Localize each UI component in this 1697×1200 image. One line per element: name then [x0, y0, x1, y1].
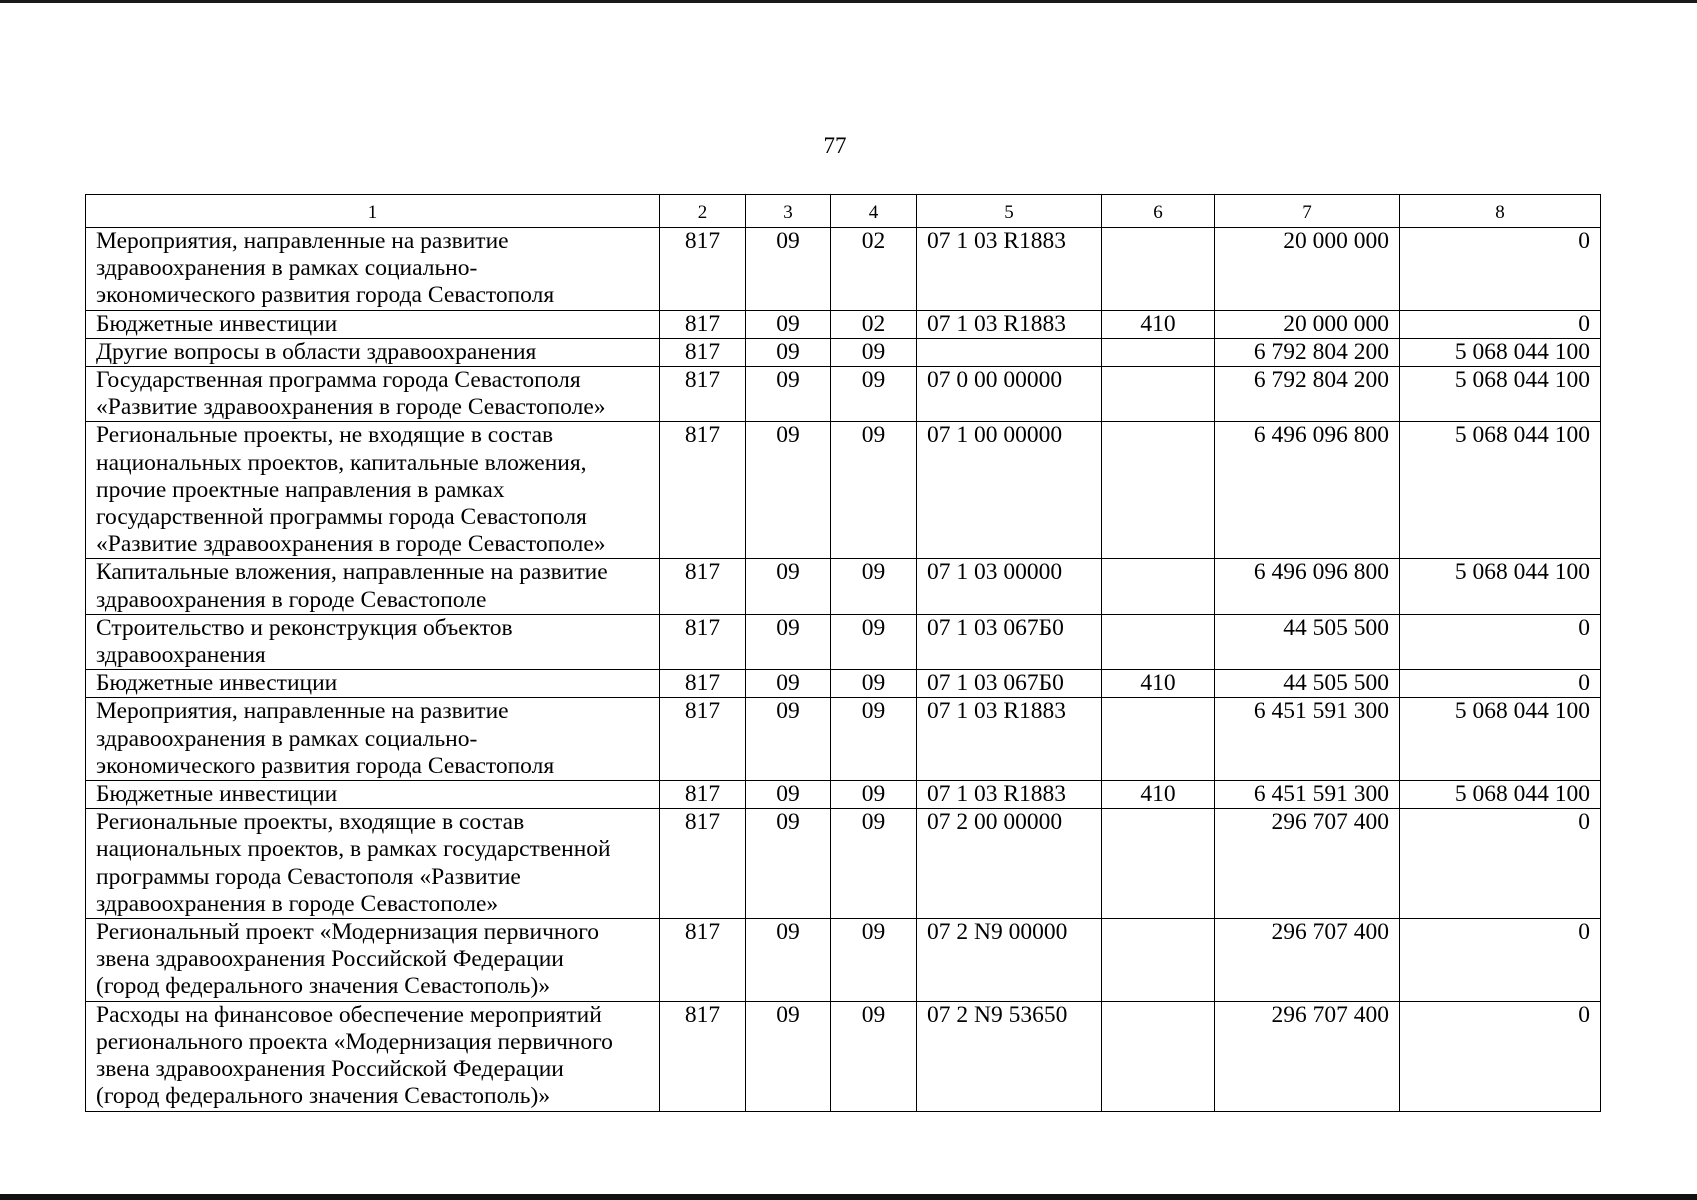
amount-year2-cell: 0 — [1400, 919, 1601, 1002]
grbs-cell: 817 — [660, 809, 746, 919]
amount-year2-cell: 0 — [1400, 228, 1601, 311]
amount-year1-cell: 44 505 500 — [1215, 670, 1400, 698]
grbs-cell: 817 — [660, 698, 746, 781]
target-article-cell: 07 1 03 067Б0 — [917, 614, 1102, 669]
item-name-line: Государственная программа города Севастополя — [96, 367, 581, 394]
subsection-cell: 09 — [831, 614, 917, 669]
expense-type-cell — [1102, 367, 1215, 422]
item-name-cell — [86, 614, 660, 669]
section-cell: 09 — [746, 1001, 831, 1111]
amount-year2-cell: 5 068 044 100 — [1400, 338, 1601, 366]
table-body — [86, 228, 1601, 1112]
amount-year1-cell: 6 792 804 200 — [1215, 367, 1400, 422]
amount-year2-cell: 0 — [1400, 310, 1601, 338]
column-number-row — [86, 195, 1601, 228]
subsection-cell: 09 — [831, 698, 917, 781]
subsection-cell: 09 — [831, 367, 917, 422]
subsection-cell: 09 — [831, 559, 917, 614]
table-row — [86, 310, 1601, 338]
expense-type-cell — [1102, 809, 1215, 919]
item-name-line: Мероприятия, направленные на развитие — [96, 228, 509, 254]
amount-year1-cell: 20 000 000 — [1215, 310, 1400, 338]
item-name-cell — [86, 559, 660, 614]
item-name-line: государственной программы города Севастополя — [96, 504, 587, 531]
expense-type-cell — [1102, 614, 1215, 669]
amount-year1-cell: 6 451 591 300 — [1215, 781, 1400, 809]
table-row — [86, 367, 1601, 422]
expense-type-cell — [1102, 228, 1215, 311]
expense-type-cell — [1102, 919, 1215, 1002]
section-cell: 09 — [746, 367, 831, 422]
subsection-cell: 09 — [831, 1001, 917, 1111]
grbs-cell: 817 — [660, 919, 746, 1002]
amount-year1-cell: 296 707 400 — [1215, 919, 1400, 1002]
column-number-6: 6 — [1102, 195, 1215, 228]
column-number-2: 2 — [660, 195, 746, 228]
item-name-cell — [86, 781, 660, 809]
target-article-cell: 07 0 00 00000 — [917, 367, 1102, 422]
amount-year2-cell: 0 — [1400, 809, 1601, 919]
item-name-line: Расходы на финансовое обеспечение мероприятий — [96, 1001, 602, 1028]
item-name-line: здравоохранения в рамках социально- — [96, 725, 478, 752]
target-article-cell: 07 1 03 R1883 — [917, 698, 1102, 781]
item-name-line: «Развитие здравоохранения в городе Севастополе» — [96, 394, 606, 421]
item-name-cell — [86, 422, 660, 559]
table-row — [86, 228, 1601, 311]
table-row — [86, 698, 1601, 781]
item-name-line: Другие вопросы в области здравоохранения — [96, 338, 537, 365]
item-name-line: экономического развития города Севастополя — [96, 282, 555, 309]
column-number-8: 8 — [1400, 195, 1601, 228]
subsection-cell: 09 — [831, 670, 917, 698]
grbs-cell: 817 — [660, 781, 746, 809]
target-article-cell: 07 1 00 00000 — [917, 422, 1102, 559]
item-name-line: (город федерального значения Севастополь)» — [96, 1083, 551, 1110]
column-number-7: 7 — [1215, 195, 1400, 228]
subsection-cell: 09 — [831, 919, 917, 1002]
target-article-cell: 07 2 N9 53650 — [917, 1001, 1102, 1111]
column-number-5: 5 — [917, 195, 1102, 228]
section-cell: 09 — [746, 809, 831, 919]
grbs-cell: 817 — [660, 614, 746, 669]
table-row — [86, 614, 1601, 669]
item-name-line: звена здравоохранения Российской Федерации — [96, 946, 564, 973]
item-name-cell — [86, 338, 660, 366]
item-name-cell — [86, 670, 660, 698]
amount-year2-cell: 5 068 044 100 — [1400, 422, 1601, 559]
item-name-line: Бюджетные инвестиции — [96, 670, 338, 697]
item-name-line: экономического развития города Севастополя — [96, 752, 555, 779]
expense-type-cell: 410 — [1102, 310, 1215, 338]
expense-type-cell — [1102, 422, 1215, 559]
item-name-line: здравоохранения в городе Севастополе — [96, 586, 487, 613]
amount-year1-cell: 6 496 096 800 — [1215, 422, 1400, 559]
item-name-cell — [86, 228, 660, 311]
amount-year1-cell: 296 707 400 — [1215, 1001, 1400, 1111]
item-name-line: здравоохранения в рамках социально- — [96, 255, 478, 282]
item-name-line: регионального проекта «Модернизация первичного — [96, 1028, 613, 1055]
amount-year1-cell: 296 707 400 — [1215, 809, 1400, 919]
section-cell: 09 — [746, 781, 831, 809]
item-name-line: прочие проектные направления в рамках — [96, 476, 505, 503]
table-row — [86, 422, 1601, 559]
amount-year2-cell: 5 068 044 100 — [1400, 367, 1601, 422]
amount-year2-cell: 0 — [1400, 614, 1601, 669]
section-cell: 09 — [746, 698, 831, 781]
item-name-cell — [86, 809, 660, 919]
item-name-line: здравоохранения — [96, 642, 266, 669]
section-cell: 09 — [746, 310, 831, 338]
amount-year1-cell: 6 496 096 800 — [1215, 559, 1400, 614]
target-article-cell: 07 1 03 067Б0 — [917, 670, 1102, 698]
expense-type-cell — [1102, 559, 1215, 614]
scan-bottom-edge — [0, 1194, 1697, 1200]
item-name-line: Региональные проекты, входящие в состав — [96, 809, 525, 836]
item-name-line: Мероприятия, направленные на развитие — [96, 698, 509, 725]
expense-type-cell: 410 — [1102, 670, 1215, 698]
target-article-cell: 07 1 03 R1883 — [917, 228, 1102, 311]
amount-year2-cell: 5 068 044 100 — [1400, 559, 1601, 614]
item-name-cell — [86, 310, 660, 338]
expense-type-cell — [1102, 1001, 1215, 1111]
column-number-1: 1 — [86, 195, 660, 228]
target-article-cell: 07 1 03 00000 — [917, 559, 1102, 614]
target-article-cell — [917, 338, 1102, 366]
item-name-line: здравоохранения в городе Севастополе» — [96, 890, 499, 917]
grbs-cell: 817 — [660, 670, 746, 698]
target-article-cell: 07 2 00 00000 — [917, 809, 1102, 919]
subsection-cell: 09 — [831, 422, 917, 559]
item-name-line: Строительство и реконструкция объектов — [96, 614, 513, 641]
item-name-cell — [86, 698, 660, 781]
subsection-cell: 09 — [831, 781, 917, 809]
item-name-line: Бюджетные инвестиции — [96, 310, 338, 337]
target-article-cell: 07 1 03 R1883 — [917, 310, 1102, 338]
amount-year2-cell: 5 068 044 100 — [1400, 781, 1601, 809]
table-row — [86, 809, 1601, 919]
table-row — [86, 1001, 1601, 1111]
page-number: 77 — [823, 133, 847, 158]
amount-year2-cell: 0 — [1400, 670, 1601, 698]
item-name-cell — [86, 919, 660, 1002]
table-row — [86, 670, 1601, 698]
section-cell: 09 — [746, 670, 831, 698]
grbs-cell: 817 — [660, 338, 746, 366]
table-row — [86, 781, 1601, 809]
item-name-line: Региональные проекты, не входящие в состав — [96, 422, 554, 449]
target-article-cell: 07 2 N9 00000 — [917, 919, 1102, 1002]
section-cell: 09 — [746, 614, 831, 669]
grbs-cell: 817 — [660, 228, 746, 311]
section-cell: 09 — [746, 228, 831, 311]
subsection-cell: 09 — [831, 338, 917, 366]
section-cell: 09 — [746, 338, 831, 366]
expense-type-cell — [1102, 698, 1215, 781]
section-cell: 09 — [746, 422, 831, 559]
grbs-cell: 817 — [660, 310, 746, 338]
item-name-line: звена здравоохранения Российской Федерации — [96, 1056, 564, 1083]
expense-type-cell — [1102, 338, 1215, 366]
grbs-cell: 817 — [660, 422, 746, 559]
amount-year1-cell: 44 505 500 — [1215, 614, 1400, 669]
subsection-cell: 02 — [831, 310, 917, 338]
scan-top-edge — [0, 0, 1697, 3]
subsection-cell: 02 — [831, 228, 917, 311]
item-name-line: национальных проектов, в рамках государственной — [96, 836, 611, 863]
item-name-line: национальных проектов, капитальные вложения, — [96, 449, 587, 476]
table-row — [86, 559, 1601, 614]
item-name-line: «Развитие здравоохранения в городе Севастополе» — [96, 531, 606, 558]
amount-year2-cell: 0 — [1400, 1001, 1601, 1111]
table-row — [86, 338, 1601, 366]
column-number-4: 4 — [831, 195, 917, 228]
column-number-3: 3 — [746, 195, 831, 228]
grbs-cell: 817 — [660, 367, 746, 422]
amount-year1-cell: 20 000 000 — [1215, 228, 1400, 311]
grbs-cell: 817 — [660, 559, 746, 614]
item-name-line: Капитальные вложения, направленные на развитие — [96, 559, 608, 586]
item-name-cell — [86, 1001, 660, 1111]
amount-year1-cell: 6 451 591 300 — [1215, 698, 1400, 781]
amount-year1-cell: 6 792 804 200 — [1215, 338, 1400, 366]
budget-table — [85, 194, 1601, 1112]
item-name-line: Региональный проект «Модернизация первичного — [96, 919, 600, 946]
amount-year2-cell: 5 068 044 100 — [1400, 698, 1601, 781]
item-name-line: программы города Севастополя «Развитие — [96, 863, 521, 890]
table-row — [86, 919, 1601, 1002]
grbs-cell: 817 — [660, 1001, 746, 1111]
section-cell: 09 — [746, 559, 831, 614]
target-article-cell: 07 1 03 R1883 — [917, 781, 1102, 809]
subsection-cell: 09 — [831, 809, 917, 919]
section-cell: 09 — [746, 919, 831, 1002]
expense-type-cell: 410 — [1102, 781, 1215, 809]
item-name-cell — [86, 367, 660, 422]
item-name-line: (город федерального значения Севастополь)» — [96, 973, 551, 1000]
item-name-line: Бюджетные инвестиции — [96, 781, 338, 808]
